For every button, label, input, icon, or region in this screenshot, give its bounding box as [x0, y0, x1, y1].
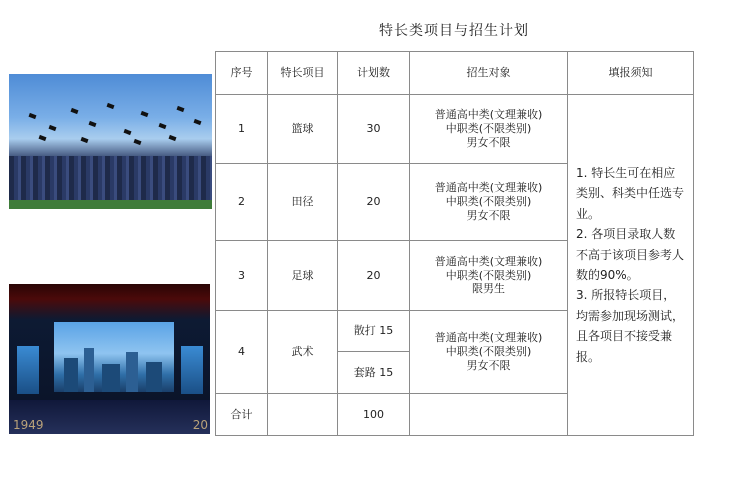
enrollment-plan-table [215, 51, 694, 436]
row-target: 普通高中类(文理兼收) 中职类(不限类别) 限男生 [410, 241, 568, 311]
note-2: 2. 各项目录取人数不高于该项目参考人数的90%。 [576, 227, 685, 282]
row-plan: 30 [338, 95, 410, 164]
row-plan-split [338, 311, 410, 394]
notes-cell [568, 95, 694, 436]
table-header-row [216, 52, 694, 95]
row-item: 足球 [268, 241, 338, 311]
note-3: 3. 所报特长项目，均需参加现场测试，且各项目不接受兼报。 [576, 288, 685, 364]
plan-sanda: 散打 15 [338, 311, 409, 352]
row-item: 田径 [268, 164, 338, 241]
row-plan: 20 [338, 241, 410, 311]
row-item: 篮球 [268, 95, 338, 164]
header-notes: 填报须知 [568, 52, 694, 95]
note-1: 1. 特长生可在相应类别、科类中任选专业。 [576, 166, 685, 221]
header-target: 招生对象 [410, 52, 568, 95]
graduation-photo [9, 74, 212, 209]
table-row [216, 95, 694, 164]
row-no: 2 [216, 164, 268, 241]
row-no: 3 [216, 241, 268, 311]
row-target: 普通高中类(文理兼收) 中职类(不限类别) 男女不限 [410, 95, 568, 164]
row-no: 1 [216, 95, 268, 164]
stage-year-text-right: 20 [192, 418, 208, 432]
header-plan: 计划数 [338, 52, 410, 95]
row-item: 武术 [268, 311, 338, 394]
row-no: 4 [216, 311, 268, 394]
stage-performance-photo [9, 284, 210, 434]
stage-year-text: 1949 [13, 418, 44, 432]
total-plan: 100 [338, 394, 410, 436]
total-label: 合计 [216, 394, 268, 436]
header-no: 序号 [216, 52, 268, 95]
header-item: 特长项目 [268, 52, 338, 95]
row-plan: 20 [338, 164, 410, 241]
plan-taolu: 套路 15 [353, 366, 394, 379]
page-title: 特长类项目与招生计划 [379, 23, 529, 39]
row-target: 普通高中类(文理兼收) 中职类(不限类别) 男女不限 [410, 311, 568, 394]
row-target: 普通高中类(文理兼收) 中职类(不限类别) 男女不限 [410, 164, 568, 241]
